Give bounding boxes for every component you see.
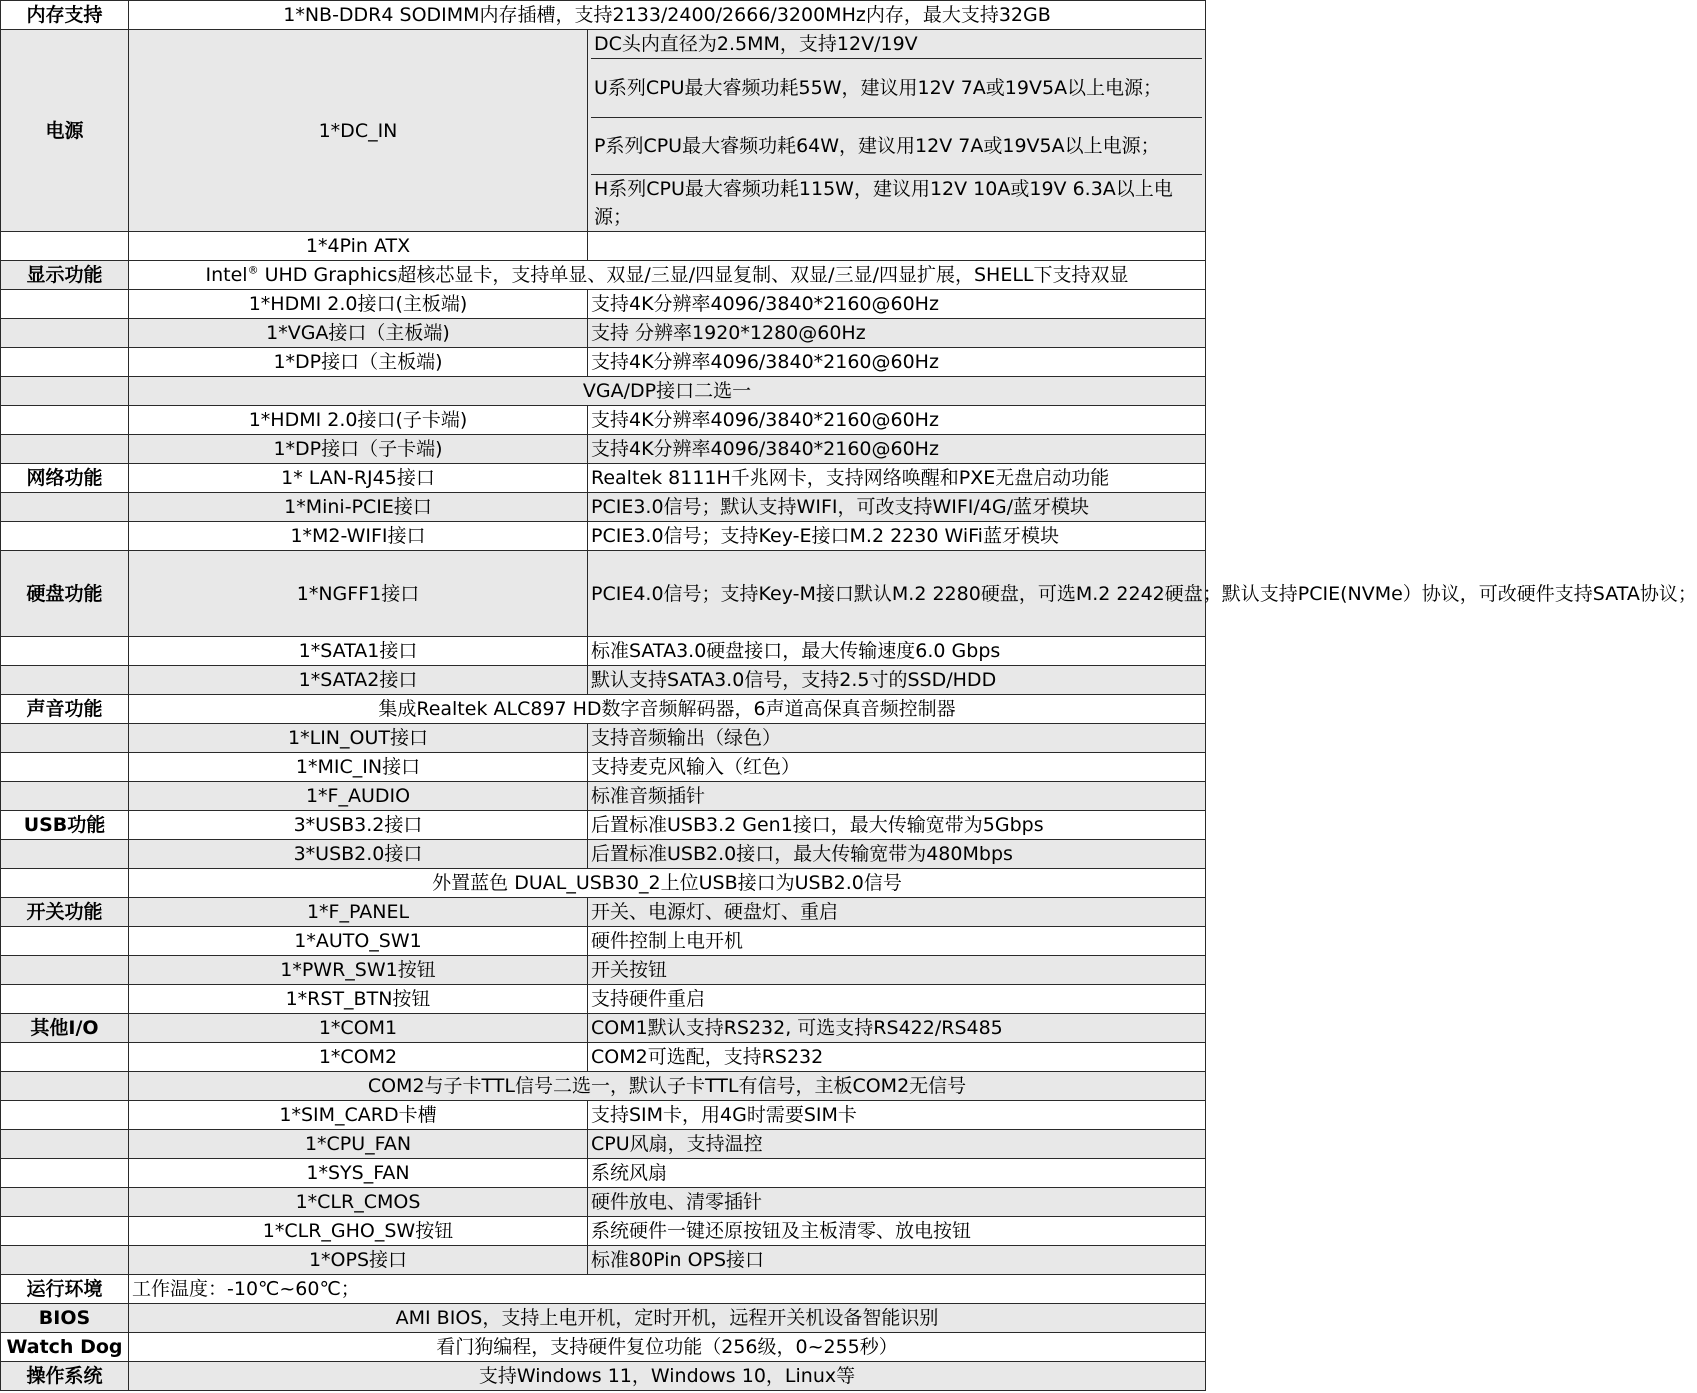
category-label: 内存支持	[1, 1, 129, 30]
table-row	[1, 522, 1206, 551]
table-row	[1, 435, 1206, 464]
row-value: 看门狗编程，支持硬件复位功能（256级，0~255秒）	[129, 1333, 1206, 1362]
category-label: 运行环境	[1, 1275, 129, 1304]
row-note: COM2与子卡TTL信号二选一，默认子卡TTL有信号，主板COM2无信号	[129, 1072, 1206, 1101]
table-row	[1, 1217, 1206, 1246]
desc-cell: 支持音频输出（绿色）	[588, 724, 1206, 753]
category-label	[1, 1217, 129, 1246]
item-cell: 1*Mini-PCIE接口	[129, 493, 588, 522]
row-value: 1*NB-DDR4 SODIMM内存插槽，支持2133/2400/2666/3200MHz内存，最大支持32GB	[129, 1, 1206, 30]
item-cell: 1*MIC_IN接口	[129, 753, 588, 782]
row-value: 集成Realtek ALC897 HD数字音频解码器，6声道高保真音频控制器	[129, 695, 1206, 724]
item-cell: 1*LIN_OUT接口	[129, 724, 588, 753]
table-row	[1, 985, 1206, 1014]
item-cell: 1*COM2	[129, 1043, 588, 1072]
category-label	[1, 753, 129, 782]
table-row	[1, 840, 1206, 869]
power-desc-line: H系列CPU最大睿频功耗115W，建议用12V 10A或19V 6.3A以上电源；	[594, 178, 1173, 228]
table-row	[1, 1188, 1206, 1217]
desc-cell: 支持硬件重启	[588, 985, 1206, 1014]
table-row	[1, 666, 1206, 695]
item-cell: 1*M2-WIFI接口	[129, 522, 588, 551]
category-label	[1, 232, 129, 261]
power-desc-line: DC头内直径为2.5MM，支持12V/19V	[591, 30, 1202, 59]
desc-cell	[588, 30, 1206, 232]
desc-cell: 硬件放电、清零插针	[588, 1188, 1206, 1217]
category-label	[1, 666, 129, 695]
item-cell: 1*CLR_CMOS	[129, 1188, 588, 1217]
desc-cell: Realtek 8111H千兆网卡，支持网络唤醒和PXE无盘启动功能	[588, 464, 1206, 493]
table-row	[1, 464, 1206, 493]
table-row	[1, 782, 1206, 811]
category-label: 操作系统	[1, 1362, 129, 1391]
table-row	[1, 232, 1206, 261]
item-cell: 1*DC_IN	[129, 30, 588, 232]
item-cell: 1*VGA接口（主板端)	[129, 319, 588, 348]
item-cell: 1*DP接口（主板端)	[129, 348, 588, 377]
category-label	[1, 406, 129, 435]
item-cell: 1*HDMI 2.0接口(主板端)	[129, 290, 588, 319]
power-desc-line: P系列CPU最大睿频功耗64W，建议用12V 7A或19V5A以上电源；	[591, 118, 1202, 175]
desc-cell: 标准80Pin OPS接口	[588, 1246, 1206, 1275]
category-label	[1, 493, 129, 522]
category-label	[1, 637, 129, 666]
row-note: VGA/DP接口二选一	[129, 377, 1206, 406]
item-cell: 3*USB2.0接口	[129, 840, 588, 869]
category-label	[1, 927, 129, 956]
desc-cell: 后置标准USB2.0接口，最大传输宽带为480Mbps	[588, 840, 1206, 869]
desc-cell: 开关按钮	[588, 956, 1206, 985]
item-cell: 1*NGFF1接口	[129, 551, 588, 637]
item-cell: 1*SATA1接口	[129, 637, 588, 666]
category-label	[1, 1246, 129, 1275]
spec-table-body	[1, 1, 1697, 1391]
table-row	[1, 493, 1206, 522]
category-label: Watch Dog	[1, 1333, 129, 1362]
desc-cell: 开关、电源灯、硬盘灯、重启	[588, 898, 1206, 927]
value-part: Intel	[205, 264, 248, 286]
desc-cell: PCIE3.0信号；默认支持WIFI，可改支持WIFI/4G/蓝牙模块	[588, 493, 1206, 522]
table-row	[1, 1304, 1206, 1333]
item-cell: 1*AUTO_SW1	[129, 927, 588, 956]
table-row	[1, 290, 1206, 319]
category-label	[1, 319, 129, 348]
desc-cell: 后置标准USB3.2 Gen1接口，最大传输宽带为5Gbps	[588, 811, 1206, 840]
table-row	[1, 30, 1206, 232]
table-row	[1, 1362, 1206, 1391]
table-row	[1, 724, 1206, 753]
category-label: 其他I/O	[1, 1014, 129, 1043]
desc-cell: 支持 分辨率1920*1280@60Hz	[588, 319, 1206, 348]
category-label	[1, 522, 129, 551]
table-row	[1, 1130, 1206, 1159]
category-label: 电源	[1, 30, 129, 232]
desc-cell: COM1默认支持RS232, 可选支持RS422/RS485	[588, 1014, 1206, 1043]
row-value: 支持Windows 11，Windows 10，Linux等	[129, 1362, 1206, 1391]
desc-cell: 支持SIM卡，用4G时需要SIM卡	[588, 1101, 1206, 1130]
desc-cell: CPU风扇，支持温控	[588, 1130, 1206, 1159]
table-row	[1, 637, 1206, 666]
table-row	[1, 695, 1206, 724]
category-label: 开关功能	[1, 898, 129, 927]
item-cell: 1*OPS接口	[129, 1246, 588, 1275]
table-row	[1, 406, 1206, 435]
table-row	[1, 1, 1206, 30]
category-label	[1, 1130, 129, 1159]
category-label	[1, 435, 129, 464]
table-row	[1, 1043, 1206, 1072]
category-label	[1, 1101, 129, 1130]
table-row	[1, 377, 1206, 406]
desc-cell: 标准SATA3.0硬盘接口，最大传输速度6.0 Gbps	[588, 637, 1206, 666]
category-label	[1, 290, 129, 319]
item-cell: 1*F_PANEL	[129, 898, 588, 927]
category-label	[1, 956, 129, 985]
row-value	[129, 261, 1206, 290]
item-cell: 1*F_AUDIO	[129, 782, 588, 811]
desc-cell: 支持4K分辨率4096/3840*2160@60Hz	[588, 290, 1206, 319]
table-row	[1, 811, 1206, 840]
registered-mark: ®	[247, 263, 259, 277]
item-cell: 1* LAN-RJ45接口	[129, 464, 588, 493]
table-row	[1, 753, 1206, 782]
category-label: 显示功能	[1, 261, 129, 290]
category-label	[1, 724, 129, 753]
category-label	[1, 348, 129, 377]
table-row	[1, 1275, 1206, 1304]
table-row	[1, 261, 1206, 290]
table-row	[1, 1014, 1206, 1043]
table-row	[1, 927, 1206, 956]
table-row	[1, 1246, 1206, 1275]
row-note: 外置蓝色 DUAL_USB30_2上位USB接口为USB2.0信号	[129, 869, 1206, 898]
desc-cell: 默认支持SATA3.0信号，支持2.5寸的SSD/HDD	[588, 666, 1206, 695]
item-cell: 1*HDMI 2.0接口(子卡端)	[129, 406, 588, 435]
table-row	[1, 1159, 1206, 1188]
item-cell: 3*USB3.2接口	[129, 811, 588, 840]
table-row	[1, 551, 1206, 637]
row-value: 工作温度：-10℃~60℃；	[129, 1275, 1206, 1304]
desc-cell: PCIE3.0信号；支持Key-E接口M.2 2230 WiFi蓝牙模块	[588, 522, 1206, 551]
desc-cell: PCIE4.0信号；支持Key-M接口默认M.2 2280硬盘，可选M.2 2242硬盘；默认支持PCIE(NVMe）协议，可改硬件支持SATA协议；	[588, 551, 1206, 637]
item-cell: 1*SIM_CARD卡槽	[129, 1101, 588, 1130]
desc-cell: 支持4K分辨率4096/3840*2160@60Hz	[588, 435, 1206, 464]
desc-cell: 系统硬件一键还原按钮及主板清零、放电按钮	[588, 1217, 1206, 1246]
desc-cell: 系统风扇	[588, 1159, 1206, 1188]
category-label: 硬盘功能	[1, 551, 129, 637]
category-label	[1, 377, 129, 406]
item-cell: 1*4Pin ATX	[129, 232, 588, 261]
table-row	[1, 1333, 1206, 1362]
category-label	[1, 1072, 129, 1101]
category-label: 声音功能	[1, 695, 129, 724]
row-value: AMI BIOS，支持上电开机，定时开机，远程开关机设备智能识别	[129, 1304, 1206, 1333]
item-cell: 1*DP接口（子卡端)	[129, 435, 588, 464]
table-row	[1, 869, 1206, 898]
desc-cell: 支持麦克风输入（红色）	[588, 753, 1206, 782]
value-part: UHD Graphics超核芯显卡，支持单显、双显/三显/四显复制、双显/三显/四显扩展，SHELL下支持双显	[258, 264, 1129, 286]
item-cell: 1*SYS_FAN	[129, 1159, 588, 1188]
category-label	[1, 1188, 129, 1217]
table-row	[1, 319, 1206, 348]
category-label	[1, 1043, 129, 1072]
category-label	[1, 840, 129, 869]
item-cell: 1*CPU_FAN	[129, 1130, 588, 1159]
category-label	[1, 869, 129, 898]
item-cell: 1*COM1	[129, 1014, 588, 1043]
category-label	[1, 1159, 129, 1188]
category-label: BIOS	[1, 1304, 129, 1333]
item-cell: 1*CLR_GHO_SW按钮	[129, 1217, 588, 1246]
item-cell: 1*RST_BTN按钮	[129, 985, 588, 1014]
category-label: USB功能	[1, 811, 129, 840]
desc-cell: COM2可选配，支持RS232	[588, 1043, 1206, 1072]
table-row	[1, 956, 1206, 985]
item-cell: 1*PWR_SW1按钮	[129, 956, 588, 985]
desc-cell: 标准音频插针	[588, 782, 1206, 811]
desc-cell: 硬件控制上电开机	[588, 927, 1206, 956]
category-label	[1, 782, 129, 811]
desc-cell	[588, 232, 1206, 261]
power-desc-line: U系列CPU最大睿频功耗55W，建议用12V 7A或19V5A以上电源；	[591, 59, 1202, 118]
table-row	[1, 348, 1206, 377]
table-row	[1, 898, 1206, 927]
table-row	[1, 1101, 1206, 1130]
category-label: 网络功能	[1, 464, 129, 493]
table-row	[1, 1072, 1206, 1101]
item-cell: 1*SATA2接口	[129, 666, 588, 695]
category-label	[1, 985, 129, 1014]
desc-cell: 支持4K分辨率4096/3840*2160@60Hz	[588, 348, 1206, 377]
desc-cell: 支持4K分辨率4096/3840*2160@60Hz	[588, 406, 1206, 435]
